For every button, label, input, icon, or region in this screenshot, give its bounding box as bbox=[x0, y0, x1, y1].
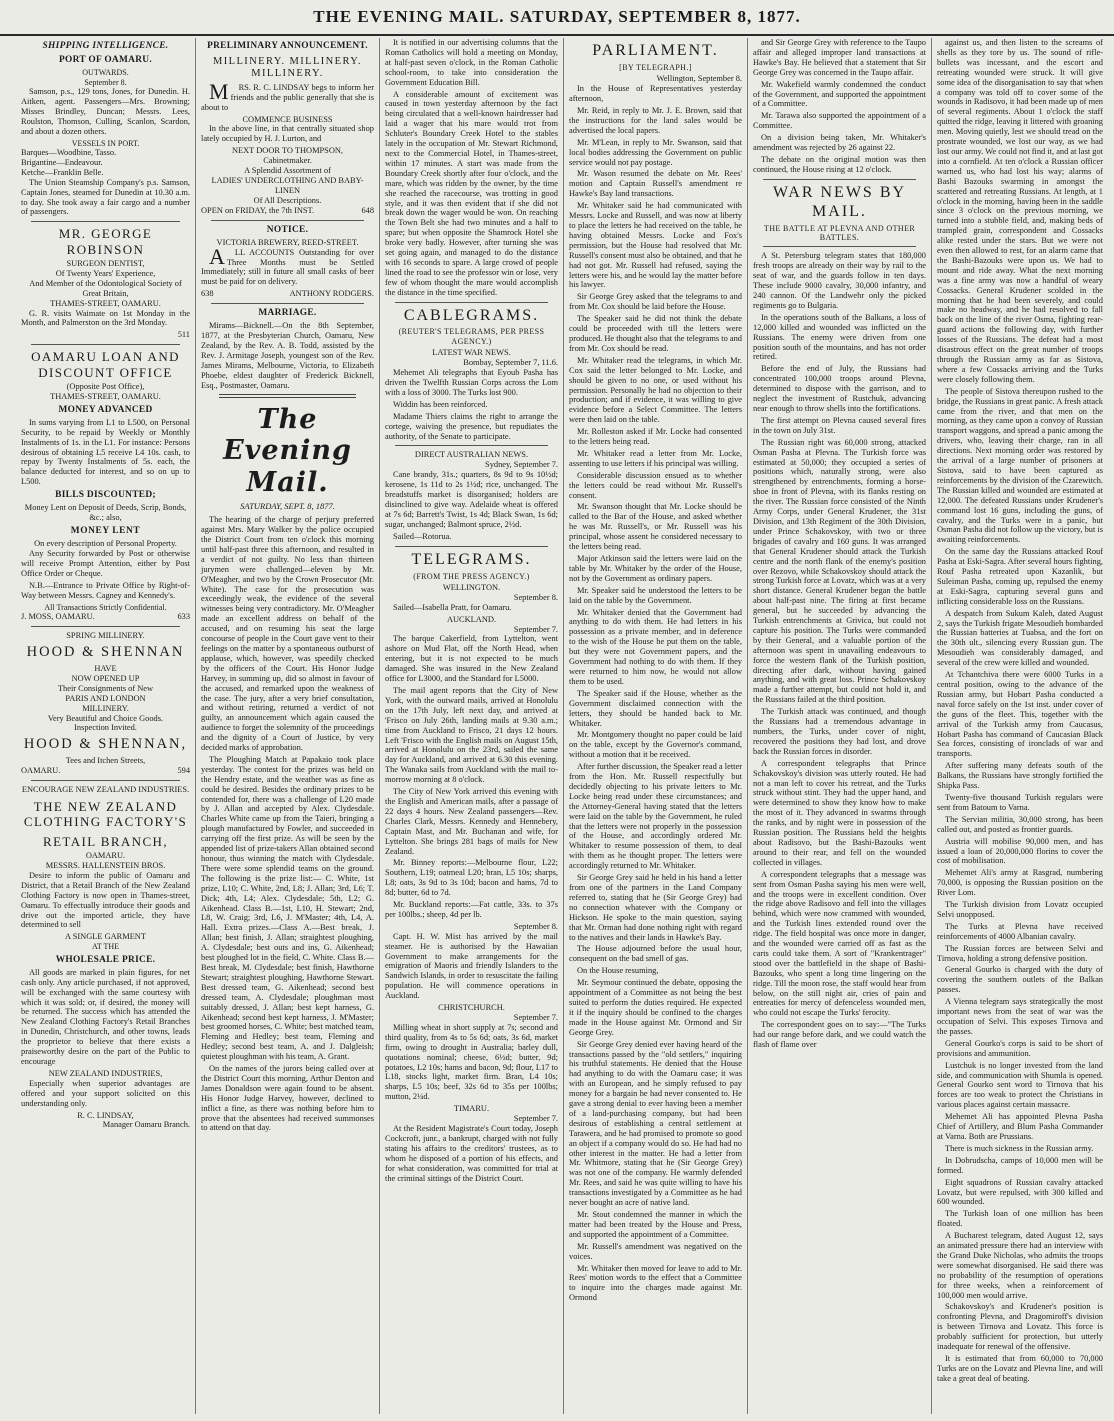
accounts-notice: ALL ACCOUNTS Outstanding for over Three Months must be Settled Immediately; still in future all small casks of beer must be paid for on delivery. bbox=[201, 243, 374, 287]
parl-p12: Mr. Swanson thought that Mr. Locke should be called to the Bar of the House, and asked whether he was Mr. Russell's, or Mr. Russell was his principal, whose assent he considered necessary to the letters being read. bbox=[569, 502, 742, 552]
divider bbox=[211, 303, 364, 304]
money-advanced-heading: MONEY ADVANCED bbox=[58, 404, 153, 415]
parl-p15: Mr. Whitaker denied that the Government had anything to do with them. He had letters in his possession as a private member, and in deference to the wish of the House he put them on the table, but they were not Government papers, and the Government had nothing to do with them. If they were returned to him now, he would not allow them to be used. bbox=[569, 607, 742, 686]
timaru-date: September 7. bbox=[513, 1114, 558, 1124]
retail-town: OAMARU. bbox=[85, 851, 126, 861]
war-cont-p22: The Turkish loan of one million has been floated. bbox=[937, 1209, 1103, 1229]
war-cont-p17: Lustchuk is no longer invested from the land side, and communication with Shumla is opened. General Gourko sent word to Tirnova that his forces are too weak to protect the Christians in various places against certain massacre. bbox=[937, 1060, 1103, 1110]
war-cont-p19: There is much sickness in the Russian army. bbox=[945, 1143, 1094, 1153]
dentist-street: THAMES-STREET, OAMARU. bbox=[50, 298, 161, 308]
war-news-heading: WAR NEWS BY MAIL. bbox=[772, 183, 907, 220]
parl-p25: Mr. Russell's amendment was negatived on the voices. bbox=[569, 1241, 742, 1261]
single-garment: A SINGLE GARMENT bbox=[65, 932, 146, 942]
marriage-notice: Mirams—Bicknell.—On the 8th September, 1877, at the Presbyterian Church, Oamaru, New Zealand, by the Rev. A. B. Todd, assisted by the Rev. J. Armitage Joseph, youngest son of the Rev. James Mirams, Melbourne, Victoria, to Elizabeth Phoebe, eldest daughter of Frederick Bicknell, Esq., Postmaster, Oamaru. bbox=[201, 321, 374, 390]
goods-body: All goods are marked in plain figures, for net cash only. Any article purchased, if not approved, will be exchanged with the same courtesy with which it was sold; or, if desired, the money will be returned. The success which has attended the New Zealand Clothing Factory's Retail Branches in Dunedin, Christchurch, and other towns, leads the proprietor to believe that there exists a praiseworthy desire on the part of the Public to encourage bbox=[21, 967, 190, 1066]
parl-cont-p3: Mr. Tarawa also supported the appointment of a Committee. bbox=[753, 111, 926, 131]
press-agency-subheading: (FROM THE PRESS AGENCY.) bbox=[413, 571, 530, 581]
premises-text: In the above line, in that centrally situated shop lately occupied by H. J. Lurton, and bbox=[201, 124, 374, 144]
column-1 bbox=[18, 38, 196, 1414]
wellington-heading: WELLINGTON. bbox=[442, 582, 501, 592]
war-cont-p15: A Vienna telegram says strategically the most important news from the seat of war was the occupation of Selvi. This exposes Tirnova and the passes. bbox=[937, 997, 1103, 1036]
auckland-barque: The barque Cakerfield, from Lyttelton, went ashore on Mud Flat, off the North Head, when entering, but it is not expected to be much damaged. She was insured in the New Zealand office for L3000, and the Standard for L5000. bbox=[385, 634, 558, 684]
parl-p13: Major Atkinson said the letters were laid on the table by Mr. Whitaker by the order of the House, not by the Government as ordinary papers. bbox=[569, 554, 742, 583]
sailed-isabella: Sailed—Isabella Pratt, for Oamaru. bbox=[393, 602, 512, 612]
cable-mehemet: Mehemet Ali telegraphs that Eyoub Pasha has driven the Twelfth Russian Corps across the Lom with a loss of 3000. The Turks lost 900. bbox=[385, 368, 558, 397]
christchurch-heading: CHRISTCHURCH. bbox=[438, 1003, 505, 1013]
parl-p17: Mr. Montgomery thought no paper could be laid on the table, except by the Governor's command, without a motion that it be received. bbox=[569, 730, 742, 760]
port-heading: PORT OF OAMARU. bbox=[59, 55, 152, 66]
hood-shennan-signature: HOOD & SHENNAN, bbox=[23, 736, 188, 753]
ad-number: 594 bbox=[177, 766, 190, 776]
war-p10: The Russian right was 60,000 strong, attacked Osman Pasha at Plevna. The Turkish force was estimated at 50,000; they occupied a series of positions which, naturally strong, were also strengthened by entrenchments, forming a horse-shoe in front of Plevna, with its flanks resting on the river. The Russian force consisted of the Ninth Army Corps, under General Krudener, the 31st Division, and 13th Regiment of the 30th Division, under Prince Schakovskoy, with two or three brigades of cavalry and 160 guns. It was arranged that General Krudener should attack the Turkish centre and the north flank of the enemy's position over Rezovo, while Schakovskoy should attack the strong Turkish force at Lovatz, which was at a very short distance. General Krudener began the battle about half-past nine. The firing at first became general, but he succeeded by advancing the Turkish entrenchments at Grivica, but could not capture his position. The Turks were commanded by their General, and a valuable portion of the afternoon was spent in unavailing endeavours to force the western flank of the Turkish position, directing after dark, without having gained anything, and with great loss. Prince Schakovskoy made a further attempt, but could not hold it, and the Russians failed at the third position. bbox=[753, 437, 926, 705]
parl-cont-p1: and Sir George Grey with reference to the Taupo affair and alleged improper land transactions at Hawke's Bay. He believed that a statement that Sir George Grey was concerned in the Taupo affair. bbox=[753, 38, 926, 77]
bombay-dateline: Bombay, September 7, 11.6. bbox=[463, 358, 558, 368]
cabinetmaker: Cabinetmaker. bbox=[263, 156, 312, 166]
preliminary-heading: PRELIMINARY ANNOUNCEMENT. bbox=[207, 41, 368, 51]
loan-body: In sums varying from L1 to L500, on Personal Security, to be repaid by Weekly or Monthly Instalments of 1s. in the L1. For instance: Persons desirous of obtaining L5 receive L4 10s. cash, to repay by Twenty Instalments of 5s. each, the balance deducted for interest, and so on up to L500. bbox=[21, 417, 190, 487]
shipping-heading: SHIPPING INTELLIGENCE. bbox=[42, 41, 169, 51]
brewery-heading: VICTORIA BREWERY, REED-STREET. bbox=[216, 237, 359, 247]
nz-industries: NEW ZEALAND INDUSTRIES, bbox=[48, 1068, 163, 1078]
rodgers-signature: ANTHONY RODGERS. bbox=[289, 289, 374, 299]
vessels-barques: Barques—Woodbine, Tasso. bbox=[21, 148, 117, 158]
millinery-text: MILLINERY. bbox=[82, 703, 129, 713]
dentist-experience: Of Twenty Years' Experience, bbox=[55, 268, 156, 278]
money-lent-heading: MONEY LENT bbox=[70, 526, 141, 537]
parl-p7: The Speaker said he did not think the debate could be proceeded with till the letters were produced. He thought also that the telegrams to and from Mr. Cox should be read. bbox=[569, 314, 742, 353]
war-p8: Before the end of July, the Russians had concentrated 100,000 troops around Plevna, determined to dispose with the garrison, and to neglect the investment of Rustchuk, advancing near enough to throw shells into the fortifications. bbox=[753, 364, 926, 413]
sailed-rotorua: Sailed—Rotorua. bbox=[393, 531, 452, 541]
by-telegraph: [BY TELEGRAPH.] bbox=[619, 62, 692, 72]
telegrams-heading: TELEGRAMS. bbox=[411, 550, 532, 568]
war-cont-p25: It is estimated that from 60,000 to 70,000 Turks are on the Lovatz and Plevna line, and will take a great deal of beating. bbox=[937, 1354, 1103, 1383]
divider bbox=[31, 221, 180, 222]
nz-clothing-heading: THE NEW ZEALAND CLOTHING FACTORY'S bbox=[23, 799, 188, 830]
spring-millinery-heading: SPRING MILLINERY. bbox=[66, 630, 145, 640]
timaru-heading: TIMARU. bbox=[453, 1104, 490, 1114]
parl-p23: Sir George Grey denied ever having heard of the transactions passed by the "old settlers," inquiring his truthful statements. He denied that the House had anything to do with the Oamaru case; it was with an European, and he simply refused to pay money for a bargain he had never consented to. He gave a strong denial to ever having been a member of a land-purchasing company, but had been desirous of establishing a central settlement at Tarawera, and he had promised to promote so good an object if a company would do so. He had had no other interest in the matter. He had a letter from Mr. Whitmore, stating that he (Sir George Grey) was not one of the company. He warmly defended Mr. Rees, and said he was quite willing to have his transactions investigated by a Committee as he had never bought an acre of native land. bbox=[569, 1039, 742, 1208]
oamaru-text: OAMARU. bbox=[21, 766, 61, 776]
outwards-heading: OUTWARDS. bbox=[82, 68, 129, 78]
column-2 bbox=[198, 38, 380, 1414]
cablegrams-heading: CABLEGRAMS. bbox=[403, 306, 540, 324]
divider bbox=[763, 179, 916, 180]
vessels-heading: VESSELS IN PORT. bbox=[71, 138, 140, 148]
catholic-article: It is notified in our advertising columns that the Roman Catholics will hold a meeting on Monday, at half-past seven o'clock, in the Roman Catholic school-room, to take into consideration the Government Education Bill. bbox=[385, 38, 558, 87]
ploughing-article: The Ploughing Match at Papakaio took place yesterday. The contest for the prizes was held on the Hendry estate, and the weather was as fine as could be desired. Besides the ordinary prizes to be contended for, there was a challenge of L20 made by J. Allan and accepted by Alex. Clydesdale. Charles White came up from the Taieri, bringing a plough manufactured by Fowler, and succeeded in carrying off the first prize. As will be seen by the appended list of prize-takers Allan obtained second honour, thus winning the match with Clydesdale. There were some splendid teams on the ground. The following is the prize list:— C. White, 1st prize, L10; C. White, 2nd, L8; J. Allan; 3rd, L6; T. Dick; 4th, L4; Alex. Clydesdale; 5th, L2; G. Aikenhead. Class B.—1st, L10, H. Stewart; 2nd, L8, W. Craig; 3rd, L6, J. M'Master; 4th, L4, A. Hall. Extra prizes.—Class A.—Best break, J. Allan; best finish, J. Allan; straightest ploughing, A. Clydesdale; best outs and ins, G. Aikenhead; best ploughed lot in the field, C. White. Class B.—Best break, M. Clydesdale; best finish, Hawthorne Stewart; straightest ploughing, Hawthorne Stewart. Best dressed team, G. Aikenhead; second best dressed team, A. Clydesdale; ploughman most suitably dressed, J. Allan; best kept harness, G. Aikenhead; second best kept harness, J. M'Master; best groomed horses, C. White; best matched team, Fleming and Hedley; best team, Fleming and Hedley; second best team, A. and J. Dalgleish; quietest ploughman with his team, A. Grant. bbox=[201, 754, 374, 1062]
vessels-ketche: Ketche—Franklin Belle. bbox=[21, 167, 104, 177]
dentist-member: And Member of the Odontological Society of Great Britain, bbox=[29, 278, 182, 298]
war-cont-p3: On the same day the Russians attacked Rouf Pasha at Eski-Sagra. After several hours fighting, Rouf Pasha retreated upon Kazanlik, but Suleiman Pasha, coming up, repulsed the enemy at Eski-Sagra, capturing several guns and inflicting considerable loss on the Russians. bbox=[937, 547, 1103, 606]
christchurch-markets: Milling wheat in short supply at 7s; second and third quality, from 4s to 5s 6d; oats, 3s 6d, market firm, owing to drought in Australia; barley dull, quotations nominal; cheese, 6½d; butter, 9d; potatoes, L2 10s; hams and bacon, 9d; flour, L17 to L18, stocks light, market firm. Bran, L4 10s; sharps, L5 10s; beef, 32s 6d to 35s per 100lbs; mutton, 2¼d. bbox=[385, 1022, 558, 1102]
parl-p5: Mr. Whitaker said he had communicated with Messrs. Locke and Russell, and was now at liberty to place the letters he had received on the table, he having obtained Messrs. Locke and Fox's permission, but the House had resolved that Mr. Russell's consent must also be obtained, and that he had not got. Mr. Russell had refused, saying the letters were his, and he would lay the matter before his lawyer. bbox=[569, 201, 742, 290]
hood-shennan-heading: HOOD & SHENNAN bbox=[26, 643, 185, 660]
parl-p2: Mr. Reid, in reply to Mr. J. E. Brown, said that the instructions for the land sales would be advertised the local papers. bbox=[569, 106, 742, 135]
any-security: Any Security forwarded by Post or otherwise will receive Prompt Attention, either by Post Office Order or Cheque. bbox=[21, 549, 190, 578]
commence-business: COMMENCE BUSINESS bbox=[242, 114, 333, 124]
cable-widdin: Widdin has been reinforced. bbox=[393, 399, 488, 409]
loan-office-title: OAMARU LOAN AND DISCOUNT OFFICE bbox=[31, 349, 180, 380]
dentist-visits: G. R. visits Waimate on 1st Monday in the Month, and Palmerston on the 3rd Monday. bbox=[21, 308, 190, 328]
ad-number: 638 bbox=[201, 289, 214, 299]
retail-branch-heading: RETAIL BRANCH, bbox=[43, 833, 168, 849]
perjury-article: The hearing of the charge of perjury preferred against Mrs. Mary Walker by the police occupied the District Court from ten o'clock this morning until half-past three this afternoon, and resulted in a verdict of not guilty. No less than thirteen jurymen were challenged—eleven by Mr. O'Meagher, and two by the Crown Prosecutor (Mr. White). The case for the prosecution was exceedingly weak, the evidence of the several witnesses being very contradictory. Mr. O'Meagher made an excellent address on behalf of the accused, and on resuming his seat the large concourse of people in the Court gave vent to their feelings on the matter by a spontaneous outburst of applause, which, however, was speedily checked by the officers of the Court. His Honor Judge Harvey, in summing up, did so almost in favour of the accused, and remarked upon the weakness of the case. The jury, after a very brief consultation, and without retiring, returned a verdict of not guilty, an announcement which again caused the audience to forget the solemnity of the proceedings and the dignity of a Court of Justice, by very decided marks of approbation. bbox=[201, 515, 374, 753]
wholesale-price: WHOLESALE PRICE. bbox=[55, 954, 156, 965]
marriage-heading: MARRIAGE. bbox=[258, 308, 317, 319]
direct-news-heading: DIRECT AUSTRALIAN NEWS. bbox=[414, 450, 529, 460]
newspaper-columns bbox=[18, 38, 1112, 1414]
war-cont-p2: The people of Sistova thereupon rushed to the bridge, the Russians in great panic. A fresh attack came from the river, and that men on the morning, as they came upon a convoy of Russian transport waggons, and spread a panic among the drivers, who, leaving their charge, ran in all directions. Next morning order was restored by the arrival of a large number of prisoners at Sistova, said to have been captured as reinforcements by the division of the Czarewitch. The Russian killed and wounded are estimated at 12,000. The defeated Russians under Krudener's command lost 16 guns, including the guns, of cavalry, and the Turks were in a panic, but Osman Pasha did not follow up the victory, but is awaiting reinforcements. bbox=[937, 386, 1103, 545]
parl-p16: The Speaker said if the House, whether as the Government disclaimed connection with the letters, they should be handed back to Mr. Whitaker. bbox=[569, 688, 742, 728]
trotting-article: A considerable amount of excitement was caused in town yesterday afternoon by the fact being circulated that a well-known hairdresser had laid a wager that his mare would trot from Schluter's Boundary Creek Hotel to the stables lately in the occupation of Mr. Stewart Richmond, next to the Commercial Hotel, in Thames-street, within 17 minutes. A start was made from the Boundary Creek shortly after four o'clock, and the mare, which was ridden by the owner, by the time she reached the racecourse, was trotting in good style, and it was then evident that if she did not break down the wager would be won. On reaching the Town Belt she had two minutes and a half to spare; but when opposite the Shamrock Hotel she broke very badly. However, after turning she was set going again, and managed to do the distance with 16 seconds to spare. A large crowd of people lined the road to see the professor win or lose, very few of whom thought the mare would accomplish the distance in the time specified. bbox=[385, 89, 558, 297]
consignments-text: Their Consignments of New bbox=[57, 683, 154, 693]
lindsay-notice: MRS. R. C. LINDSAY begs to inform her friends and the public generally that she is about to bbox=[201, 78, 374, 112]
open-friday: OPEN on FRIDAY, the 7th INST. bbox=[201, 205, 315, 215]
masthead: THE EVENING MAIL. SATURDAY, SEPTEMBER 8, 1877. bbox=[0, 0, 1114, 36]
war-cont-p7: Twenty-five thousand Turkish regulars were sent from Batoum to Varna. bbox=[937, 792, 1103, 812]
war-p11: The Turkish attack was continued, and though the Russians had a tremendous advantage in numbers, the Turks, under cover of night, recovered the positions they had lost, and drove back the Russian forces in disorder. bbox=[753, 707, 926, 756]
war-p9: The first attempt on Plevna caused several fires in the town on July 31st. bbox=[753, 415, 926, 435]
war-cont-p6: After suffering many defeats south of the Balkans, the Russians have strongly fortified the Shipka Pass. bbox=[937, 761, 1103, 791]
war-cont-p23: A Bucharest telegram, dated August 12, says an animated pressure there had an interview with the Grand Duke Nicholas, who admits the troops were somewhat disorganised. He said there was no probability of the resumption of operations for three weeks, when a reinforcement of 100,000 men would arrive. bbox=[937, 1231, 1103, 1300]
have-text: HAVE bbox=[94, 663, 117, 673]
parliament-heading: PARLIAMENT. bbox=[592, 42, 719, 59]
millinery-heading: MILLINERY. MILLINERY. MILLINERY. bbox=[213, 56, 362, 80]
now-opened-text: NOW OPENED UP bbox=[71, 673, 140, 683]
war-cont-p16: General Gourko's corps is said to be short of provisions and ammunition. bbox=[937, 1038, 1103, 1058]
reuters-subheading: (REUTER'S TELEGRAMS, PER PRESS AGENCY.) bbox=[398, 327, 545, 346]
all-descriptions: Of All Descriptions. bbox=[253, 195, 322, 205]
auckland-date: September 7. bbox=[513, 624, 558, 634]
parl-p22: Mr. Seymour continued the debate, opposing the appointment of a Committee as not being the best suited to perform the duties required. He expected it if the inquiry should be confined to the charges made in the House against Mr. Ormond and Sir George Grey. bbox=[569, 978, 742, 1037]
latest-war-heading: LATEST WAR NEWS. bbox=[432, 348, 511, 358]
bills-heading: BILLS DISCOUNTED; bbox=[55, 490, 156, 501]
jurors-article: On the names of the jurors being called over at the District Court this morning, Arthur Denton and James Donaldson were again found to be absent. His Honor Judge Harvey, however, declined to inflict a fine, as there was nothing before him to prove that the absentees had received summonses to attend on that day. bbox=[201, 1064, 374, 1133]
splendid-text: A Splendid Assortment of bbox=[244, 166, 331, 176]
beautiful-goods-text: Very Beautiful and Choice Goods. bbox=[47, 713, 164, 723]
divider bbox=[763, 246, 916, 247]
war-cont-p14: General Gourko is charged with the duty of covering the southern outlets of the Balkan passes. bbox=[937, 965, 1103, 995]
cable-thiers: Madame Thiers claims the right to arrange the cortege, waiving the presence, but repudiates the authority, of the Senate to participate. bbox=[385, 411, 558, 441]
loan-office-street: THAMES-STREET, OAMARU. bbox=[50, 391, 161, 401]
shipping-samson: Samson, p.s., 129 tons, Jones, for Dunedin. H. Aitken, agent. Passengers—Mrs. Browning; Misses Brindley, Duncan; Messrs. Lees, Roulston, Thomson, Culling, Scanlon, Scardon, and about a dozen others. bbox=[21, 87, 190, 136]
dentist-name: MR. GEORGE ROBINSON bbox=[58, 226, 153, 257]
war-p7: In the operations south of the Balkans, a loss of 12,000 killed and wounded was inflicted on the Russians. The enemy were driven from one position south of the mountains, and has not order retired. bbox=[753, 312, 926, 362]
parl-p24: Mr. Stout condemned the manner in which the matter had been treated by the House and Press, and supported the appointment of a Committee. bbox=[569, 1210, 742, 1239]
parl-cont-p5: The debate on the original motion was then continued, the House rising at 12 o'clock. bbox=[753, 154, 926, 174]
auckland-binney: Mr. Binney reports:—Melbourne flour, L22; Southern, L19; oatmeal L20; bran, L5 10s; sharps, L8; oats, 3s 9d to 3s 10d; bacon and hams, 7d to 8d; butter, 6d to 7d. bbox=[385, 858, 558, 898]
parl-p20: The House adjourned before the usual hour, consequent on the bad smell of gas. bbox=[569, 944, 742, 964]
war-cont-p10: Mehemet Ali's army at Rasgrad, numbering 70,000, is opposing the Russian position on the River Lom. bbox=[937, 868, 1103, 898]
war-cont-p21: Eight squadrons of Russian cavalry attacked Lovatz, but were repulsed, with 300 killed and 600 wounded. bbox=[937, 1177, 1103, 1207]
divider bbox=[395, 302, 548, 303]
parl-p4: Mr. Wason resumed the debate on Mr. Rees' motion and Captain Russell's amendment re Hawke's Bay land transactions. bbox=[569, 169, 742, 199]
double-rule bbox=[219, 394, 356, 398]
war-p6: A St. Petersburg telegram states that 180,000 fresh troops are already on their way by rail to the seat of war, and the guards follow in ten days. These include 9000 cavalry, 30,000 infantry, and 240 cannon. Of the Landwehr only the picked regiments go to Bulgaria. bbox=[753, 251, 926, 310]
at-the: AT THE bbox=[91, 942, 120, 952]
column-5 bbox=[750, 38, 932, 1414]
column-6 bbox=[934, 38, 1108, 1414]
war-cont-p12: The Turks at Plevna have received reinforcements of 4000 Albanian cavalry. bbox=[937, 921, 1103, 941]
especially-text: Especially when superior advantages are offered and your support solicited on this understanding only. bbox=[21, 1078, 190, 1108]
war-p12: A correspondent telegraphs that Prince Schakovskoy's division was utterly routed. He had not a man left to cover his retreat, and the Turks struck without stint. They had the upper hand, and were determined to show they know how to make the most of it. They advanced in swarms through the ranks, and by night were in possession of the Russian position. The Russians held the heights about Radisovo, but the Bashi-Bazouks went around to their rear, and fell on the wounded collected in villages. bbox=[753, 758, 926, 867]
lindsay-signature: R. C. LINDSAY, bbox=[77, 1110, 134, 1120]
war-cont-p9: Austria will mobilise 90,000 men, and has issued a loan of 20,000,000 florins to cover the cost of mobilisation. bbox=[937, 836, 1103, 866]
war-cont-p20: In Dobrudscha, camps of 10,000 men will be formed. bbox=[937, 1155, 1103, 1175]
money-lent-body: On every description of Personal Property. bbox=[34, 539, 177, 549]
parl-p26: Mr. Whitaker then moved for leave to add to Mr. Rees' motion words to the effect that a Committee to inquire into the charges made against Mr. Ormond bbox=[569, 1263, 742, 1303]
war-cont-p4: A despatch from Sukum Kaleh, dated August 2, says the Turkish frigate Mesoudieh bombarded the Russian batteries at Tuabsa, and the fort on the 30th ult., silencing every Russian gun. The Mesoudieh was considerably damaged, and several of the crew were killed and wounded. bbox=[937, 608, 1103, 668]
next-door: NEXT DOOR TO THOMPSON, bbox=[231, 146, 344, 156]
ladies-heading: LADIES' UNDERCLOTHING AND BABY-LINEN bbox=[211, 176, 364, 195]
column-4 bbox=[566, 38, 748, 1414]
column-3 bbox=[382, 38, 564, 1414]
hallenstein-body: Desire to inform the public of Oamaru and District, that a Retail Branch of the New Zealand Clothing Factory is now open in Thames-street, Oamaru. To effectually introduce their goods and drive out the imported article, they have determined to sell bbox=[21, 870, 190, 930]
parl-p18: After further discussion, the Speaker read a letter from the Hon. Mr. Russell respectfully but decidedly objecting to his private letters to Mr. Locke being read under these circumstances; and the Attorney-General having stated that the letters were laid on the table by the Government, he ruled that the letters were not properly in the possession of the House, and accordingly ordered Mr. Whitaker to resume possession of them, to deal with them as he thought proper. The letters were accordingly returned to Mr. Whitaker. bbox=[569, 762, 742, 871]
parl-p11: Considerable discussion ensued as to whether the letters could be read without Mr. Russell's consent. bbox=[569, 470, 742, 500]
moss-signature: J. MOSS, OAMARU. bbox=[21, 612, 95, 622]
timaru-court: At the Resident Magistrate's Court today, Joseph Cockcroft, junr., a bankrupt, charged with not fully stating his affairs to the creditors' trustees, as to whom he disposed of a portion of his effects, and for what consideration, was committed for trial at the criminal sittings of the District Court. bbox=[385, 1123, 558, 1183]
loan-office-location: (Opposite Post Office), bbox=[66, 381, 145, 391]
war-p14: The correspondent goes on to say:—"The Turks had our range before dark, and we could watch the flash of flame over bbox=[753, 1020, 926, 1050]
parl-p14: Mr. Speaker said he understood the letters to be laid on the table by the Government. bbox=[569, 585, 742, 605]
paper-date: SATURDAY, SEPT. 8, 1877. bbox=[240, 501, 335, 512]
auckland-buckland: Mr. Buckland reports:—Fat cattle, 33s. to 37s per 100lbs.; sheep, 4d per lb. bbox=[385, 900, 558, 919]
christchurch-date: September 7. bbox=[513, 1013, 558, 1022]
divider bbox=[211, 220, 364, 221]
vessels-brigantine: Brigantine—Endeavour. bbox=[21, 157, 103, 167]
union-notice: The Union Steamship Company's p.s. Samson, Captain Jones, steamed for Dunedin at 10.30 a.m. to day. She took away a fair cargo and a number of passengers. bbox=[21, 177, 190, 217]
divider bbox=[395, 546, 548, 547]
war-cont-p11: The Turkish division from Lovatz occupied Selvi unopposed. bbox=[937, 900, 1103, 919]
war-cont-p24: Schakovskoy's and Krudener's position is confronting Plevna, and Dragomiroff's division is between Tirnova and Lovatz. This force is probably sufficient for protection, but utterly inadequate for renewal of the offensive. bbox=[937, 1302, 1103, 1352]
parl-cont-p4: On a division being taken, Mr. Whitaker's amendment was rejected by 26 against 22. bbox=[753, 133, 926, 153]
bills-body: Money Lent on Deposit of Deeds, Scrip, Bonds, &c.; also, bbox=[24, 503, 187, 523]
divider bbox=[31, 780, 180, 781]
auckland-date-2: September 8. bbox=[513, 921, 558, 931]
evening-mail-title: The Evening Mail. bbox=[223, 403, 352, 499]
battle-subheading: THE BATTLE AT PLEVNA AND OTHER BATTLES. bbox=[763, 223, 916, 242]
parl-p9: Mr. Rolleston asked if Mr. Locke had consented to the letters being read. bbox=[569, 427, 742, 447]
divider bbox=[395, 445, 548, 446]
notice-heading: NOTICE. bbox=[266, 224, 309, 235]
parl-p10: Mr. Whitaker read a letter from Mr. Locke, assenting to use letters if his principal was willing. bbox=[569, 448, 742, 468]
war-cont-p13: The Russian forces are between Selvi and Tirnova, holding a strong defensive position. bbox=[937, 943, 1103, 963]
ad-number: 511 bbox=[177, 330, 190, 340]
war-p13: A correspondent telegraphs that a message was sent from Osman Pasha saying his men were well, and the troops were in excellent condition. Over the ridge above Radisovo and fell into the villages behind, which were now crammed with wounded, and the Turkish lines extended round over the ridge. The field hospital was once more in danger, and the wounded were carried off as fast as the carts could take them. A sort of "Krankentrager" stood over the battlefield in the shape of Bashi-Bazouks, who spent a long time lingering on the ridge. Till the moon rose, the staff would hear from below, on the still night air, cries of pain and entreaties for mercy of defenceless wounded men, who could not escape the Turks' ferocity. bbox=[753, 869, 926, 1018]
tees-streets-text: Tees and Itchen Streets, bbox=[65, 756, 146, 766]
parl-cont-p2: Mr. Wakefield warmly condemned the conduct of the Government, and supported the appointment of a Committee. bbox=[753, 79, 926, 109]
wellington-date: September 8. bbox=[513, 592, 558, 602]
divider bbox=[31, 626, 180, 627]
ad-number: 648 bbox=[361, 205, 374, 215]
entrance-note: N.B.—Entrance to Private Office by Right-of-Way between Messrs. Cagney and Kennedy's. bbox=[21, 580, 190, 600]
war-cont-p5: At Tchantchiva there were 6000 Turks in a central position, owing to the advance of the Russian army, but Hobart Pasha conducted a naval force safely on the 1st inst. under cover of the guns of the fleet. This, together with the arrival of the Turkish army from Caucasus, Hobart Pasha has command of Caucasian Black Sea forces, consisting of ironclads of war and transports. bbox=[937, 670, 1103, 759]
inspection-text: Inspection Invited. bbox=[74, 723, 137, 733]
ad-number: 633 bbox=[177, 612, 190, 622]
encourage-heading: ENCOURAGE NEW ZEALAND INDUSTRIES. bbox=[21, 785, 190, 795]
sydney-markets: Cane brandy, 31s.; quarters, 8s 9d to 9s 10½d; kerosene, 1s 11d to 2s 1½d; rice, unchanged. The breadstuffs market is disorganised; holders are disinclined to give way. Adelaide wheat is offered at 7s 6d; Barrett's Twist, 1s 4d; Black Swan, 1s 6d; sugar, unchanged; Balmont spruce, 2½d. bbox=[385, 470, 558, 529]
parl-p8: Mr. Whitaker read the telegrams, in which Mr. Cox said the letter belonged to Mr. Locke, and should be given to no one, or used without his permission. Personally he had no objection to their production; and if evidence, it was willing to give evidence before a Select Committee. The letters were then laid on the table. bbox=[569, 355, 742, 425]
sydney-dateline: Sydney, September 7. bbox=[485, 460, 558, 470]
war-cont-p18: Mehemet Ali has appointed Plevna Pasha Chief of Artillery, and Blum Pasha Commander at Varna. Both are Prussians. bbox=[937, 1112, 1103, 1141]
parl-p6: Sir George Grey asked that the telegrams to and from Mr. Cox should be laid before the House. bbox=[569, 292, 742, 312]
auckland-mist: Capt. H. W. Mist has arrived by the mail steamer. He is authorised by the Hawaiian Government to make arrangements for the emigration of Maoris and friendly Islanders to the Sandwich Islands, in order to resuscitate the failing population. He will commence operations in Auckland. bbox=[385, 931, 558, 1001]
parl-p1: In the House of Representatives yesterday afternoon, bbox=[569, 84, 742, 104]
war-cont-p1: against us, and then listen to the screams of shells as they tore by us. The sound of rifle-bullets was incessant, and the escort and retreating wounded were struck. It will give some idea of the disorganisation to say that when a company was told off to cover some of the wounds in Radisovo, it had been made up of men of several regiments. About 1 o'clock the staff quitted the ridge, leaving it littered with groaning men. Moving quietly, lest we should tread on the prostrate wounded, we lost our way, as we had lost our army. We could not find it, and at last got into a cornfield. At ten o'clock a Russian officer warned us, who had lost his way; alarms of Bashi Bazouks swarming in amongst the scattered and retreating Russians. At length, at 1 o'clock in the morning, having been in the saddle since 3 o'clock on the previous morning, we turned into a stubble field, and, making beds of trampled grain, correspondent and Cossacks alike rested under the stars. But we were not even then allowed to rest, for an alarm came that the Bashi-Bazouks were upon us. We had to mount and ride away. What the next morning was a fine army was now a handful of weary Cossacks. General Krudener scolded in the morning that he had been severely, and could make no headway, and he had resolved to fall back on the line of the river Osma, fighting rear-guard actions the following day, with further losses of the Russians. The defeat had a most disastrous effect on the great number of troops through the Russian army as far as Sistova, where a few Cossacks arriving and the Turks were closely following them. bbox=[937, 38, 1103, 384]
manager-title: Manager Oamaru Branch. bbox=[102, 1120, 190, 1130]
parl-p21: On the House resuming, bbox=[577, 966, 659, 976]
paris-london-text: PARIS AND LONDON bbox=[65, 693, 146, 703]
divider bbox=[31, 344, 180, 345]
auckland-heading: AUCKLAND. bbox=[446, 614, 497, 624]
hallenstein-name: MESSRS. HALLENSTEIN BROS. bbox=[45, 861, 166, 871]
shipping-date: September 8. bbox=[84, 77, 127, 87]
auckland-city-ny: The City of New York arrived this evening with the English and American mails, after a passage of 22 days 4 hours. New Zealand passengers—Rev. Charles Clark, Messrs. Kennedy and Hennebery, Captain Mast, and Mr. Buchanan and wife, for Lyttelton. She brings 281 bags of mails for New Zealand. bbox=[385, 787, 558, 856]
confidential-note: All Transactions Strictly Confidential. bbox=[44, 602, 167, 612]
parliament-dateline: Wellington, September 8. bbox=[656, 74, 742, 84]
auckland-mail: The mail agent reports that the City of New York, with the outward mails, arrived at Honolulu on the 17th July, left next day, and arrived at 'Frisco on July 26th, landing mails at 9.30 a.m.; time from Auckland to Frisco, 21 days 12 hours. Left 'Frisco with the English mails on August 15th, arrived at Honolulu on the 23rd, sailed the same day for Auckland, and arrived at 6.30 this evening. The Wanaka sails from Auckland with the mail to-morrow morning at 8 o'clock. bbox=[385, 686, 558, 785]
war-cont-p8: The Servian militia, 30,000 strong, has been called out, and posted as frontier guards. bbox=[937, 814, 1103, 834]
dentist-title: SURGEON DENTIST, bbox=[66, 259, 145, 269]
parl-p19: Sir George Grey said he held in his hand a letter from one of the partners in the Land Company referred to, stating that he (Sir George Grey) had no connection whatever with the Company or Hickson. He spoke to the main question, saying that Mr. Orman had done nothing right with regard to the natives and their lands in Hawke's Bay. bbox=[569, 873, 742, 942]
parl-p3: Mr. M'Lean, in reply to Mr. Swanson, said that local bodies addressing the Government on public service would not pay postage. bbox=[569, 137, 742, 167]
